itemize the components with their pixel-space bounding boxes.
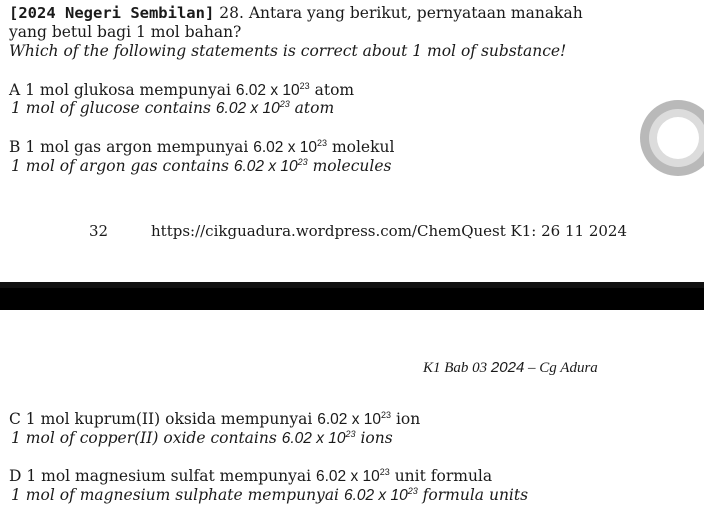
option-b-malay — [9, 138, 394, 157]
question-source-tag: [2024 Negeri Sembilan] — [9, 4, 215, 22]
option-b-en-exponent: 23 — [297, 157, 308, 167]
option-c-en-unit: ions — [355, 429, 393, 447]
option-c-english — [11, 429, 393, 448]
option-a-en-value: 6.02 x 10 — [215, 100, 280, 117]
option-b-exponent: 23 — [317, 138, 328, 148]
option-b-en-unit: molecules — [307, 157, 392, 175]
ring-decoration — [640, 100, 704, 176]
chapter-author: – Cg Adura — [524, 360, 598, 376]
next-page-header — [423, 359, 598, 377]
option-d-english — [11, 486, 528, 505]
page-break — [0, 288, 704, 310]
page-number: 32 — [89, 222, 109, 240]
option-a-text: A 1 mol glukosa mempunyai — [9, 81, 236, 99]
option-d-unit: unit formula — [389, 467, 493, 485]
option-c-malay — [9, 410, 420, 429]
option-a-en-unit: atom — [289, 99, 335, 117]
option-b-en-text: 1 mol of argon gas contains — [11, 157, 234, 175]
chapter-label: K1 Bab 03 — [423, 360, 491, 376]
option-d-exponent: 23 — [379, 467, 390, 477]
option-a-malay — [9, 81, 354, 100]
question-header — [9, 4, 583, 22]
option-c-en-text: 1 mol of copper(II) oxide contains — [11, 429, 282, 447]
option-d-en-unit: formula units — [417, 486, 529, 504]
option-b-text: B 1 mol gas argon mempunyai — [9, 138, 254, 156]
option-c-text: C 1 mol kuprum(II) oksida mempunyai — [9, 410, 318, 428]
option-d-en-text: 1 mol of magnesium sulphate mempunyai — [11, 486, 344, 504]
footer-source: https://cikguadura.wordpress.com/ChemQuest K1: 26 11 2024 — [151, 222, 628, 240]
question-line-1: 28. Antara yang berikut, pernyataan manakah — [214, 4, 583, 22]
option-c-en-value: 6.02 x 10 — [281, 430, 346, 447]
option-d-malay — [9, 467, 492, 486]
option-b-unit: molekul — [327, 138, 395, 156]
question-line-2: yang betul bagi 1 mol bahan? — [9, 23, 242, 41]
ring-decoration-inner — [657, 117, 699, 159]
option-b-english — [11, 157, 391, 176]
option-a-exponent: 23 — [299, 81, 310, 91]
option-c-unit: ion — [391, 410, 421, 428]
option-a-english — [11, 99, 334, 118]
ring-decoration-middle — [649, 109, 704, 167]
chapter-year: 2024 — [490, 359, 525, 376]
option-c-en-exponent: 23 — [345, 429, 356, 439]
option-a-en-exponent: 23 — [279, 99, 290, 109]
option-c-value: 6.02 x 10 — [317, 411, 381, 428]
option-d-value: 6.02 x 10 — [315, 468, 380, 485]
option-a-en-text: 1 mol of glucose contains — [11, 99, 216, 117]
option-d-text: D 1 mol magnesium sulfat mempunyai — [9, 467, 316, 485]
option-d-en-value: 6.02 x 10 — [343, 487, 408, 504]
option-d-en-exponent: 23 — [407, 486, 418, 496]
option-c-exponent: 23 — [381, 410, 392, 420]
option-b-en-value: 6.02 x 10 — [233, 158, 298, 175]
question-english: Which of the following statements is correct about 1 mol of substance! — [9, 42, 567, 60]
option-a-unit: atom — [309, 81, 355, 99]
option-a-value: 6.02 x 10 — [235, 82, 300, 99]
option-b-value: 6.02 x 10 — [253, 139, 317, 156]
